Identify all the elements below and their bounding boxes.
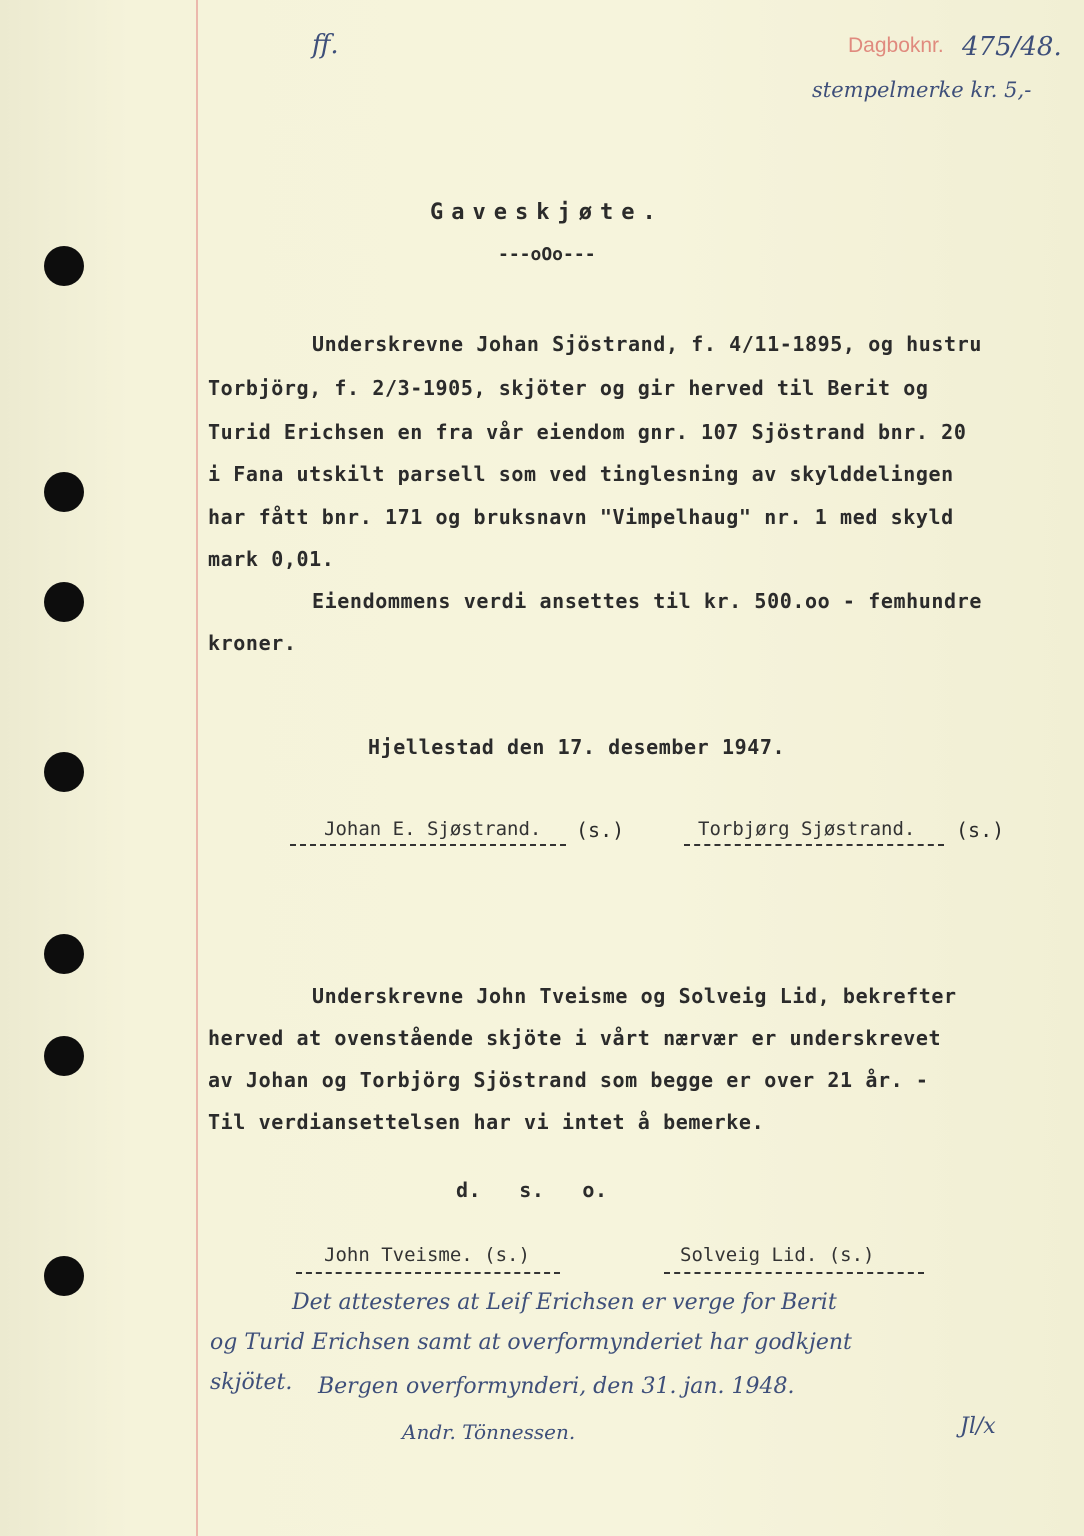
annotation-line: Det attesteres at Leif Erichsen er verge for Berit: [292, 1290, 837, 1315]
journal-stamp: Dagboknr.: [848, 34, 944, 57]
signature-johan: Johan E. Sjøstrand.: [324, 818, 542, 840]
text-line: Eiendommens verdi ansettes til kr. 500.oo - femhundre: [312, 589, 982, 613]
annotation-line: Bergen overformynderi, den 31. jan. 1948.: [318, 1374, 795, 1399]
punch-hole: [44, 752, 84, 792]
annotation-line: og Turid Erichsen samt at overformynderiet har godkjent: [210, 1330, 852, 1355]
signature-rule: [290, 844, 566, 846]
signature-tveisme: John Tveisme. (s.): [324, 1244, 530, 1266]
text-line: Underskrevne Johan Sjöstrand, f. 4/11-1895, og hustru: [312, 332, 982, 356]
text-line: av Johan og Torbjörg Sjöstrand som begge er over 21 år. -: [208, 1068, 929, 1092]
text-line: herved at ovenstående skjöte i vårt nærvær er underskrevet: [208, 1026, 942, 1050]
text-line: kroner.: [208, 631, 297, 655]
margin-line: [196, 0, 198, 1536]
punch-hole: [44, 246, 84, 286]
place-date: Hjellestad den 17. desember 1947.: [368, 735, 786, 759]
text-line: Torbjörg, f. 2/3-1905, skjöter og gir herved til Berit og: [208, 376, 929, 400]
journal-number: 475/48.: [962, 32, 1062, 62]
signature-rule: [684, 844, 944, 846]
punch-hole: [44, 934, 84, 974]
text-line: Til verdiansettelsen har vi intet å bemerke.: [208, 1110, 765, 1134]
signature-lid: Solveig Lid. (s.): [680, 1244, 875, 1266]
punch-hole: [44, 1036, 84, 1076]
document-title: Gaveskjøte.: [430, 200, 664, 225]
stamp-fee-note: stempelmerke kr. 5,-: [812, 78, 1032, 102]
punch-hole: [44, 472, 84, 512]
annotation-initials: Jl/x: [960, 1414, 996, 1439]
text-line: har fått bnr. 171 og bruksnavn "Vimpelhaug" nr. 1 med skyld: [208, 505, 954, 529]
signature-mark: (s.): [576, 818, 625, 842]
annotation-line: skjötet.: [210, 1370, 293, 1395]
punch-hole: [44, 1256, 84, 1296]
header-initials: ff.: [312, 30, 339, 60]
signature-rule: [664, 1272, 924, 1274]
signature-torbjorg: Torbjørg Sjøstrand.: [698, 818, 916, 840]
text-line: Underskrevne John Tveisme og Solveig Lid, bekrefter: [312, 984, 957, 1008]
text-line: mark 0,01.: [208, 547, 335, 571]
text-line: Turid Erichsen en fra vår eiendom gnr. 107 Sjöstrand bnr. 20: [208, 420, 967, 444]
title-ornament: ---oOo---: [498, 244, 596, 265]
punch-hole: [44, 582, 84, 622]
signature-rule: [296, 1272, 560, 1274]
dso-mark: d. s. o.: [456, 1178, 608, 1202]
annotation-signature: Andr. Tönnessen.: [402, 1420, 576, 1444]
text-line: i Fana utskilt parsell som ved tinglesning av skylddelingen: [208, 462, 954, 486]
signature-mark: (s.): [956, 818, 1005, 842]
